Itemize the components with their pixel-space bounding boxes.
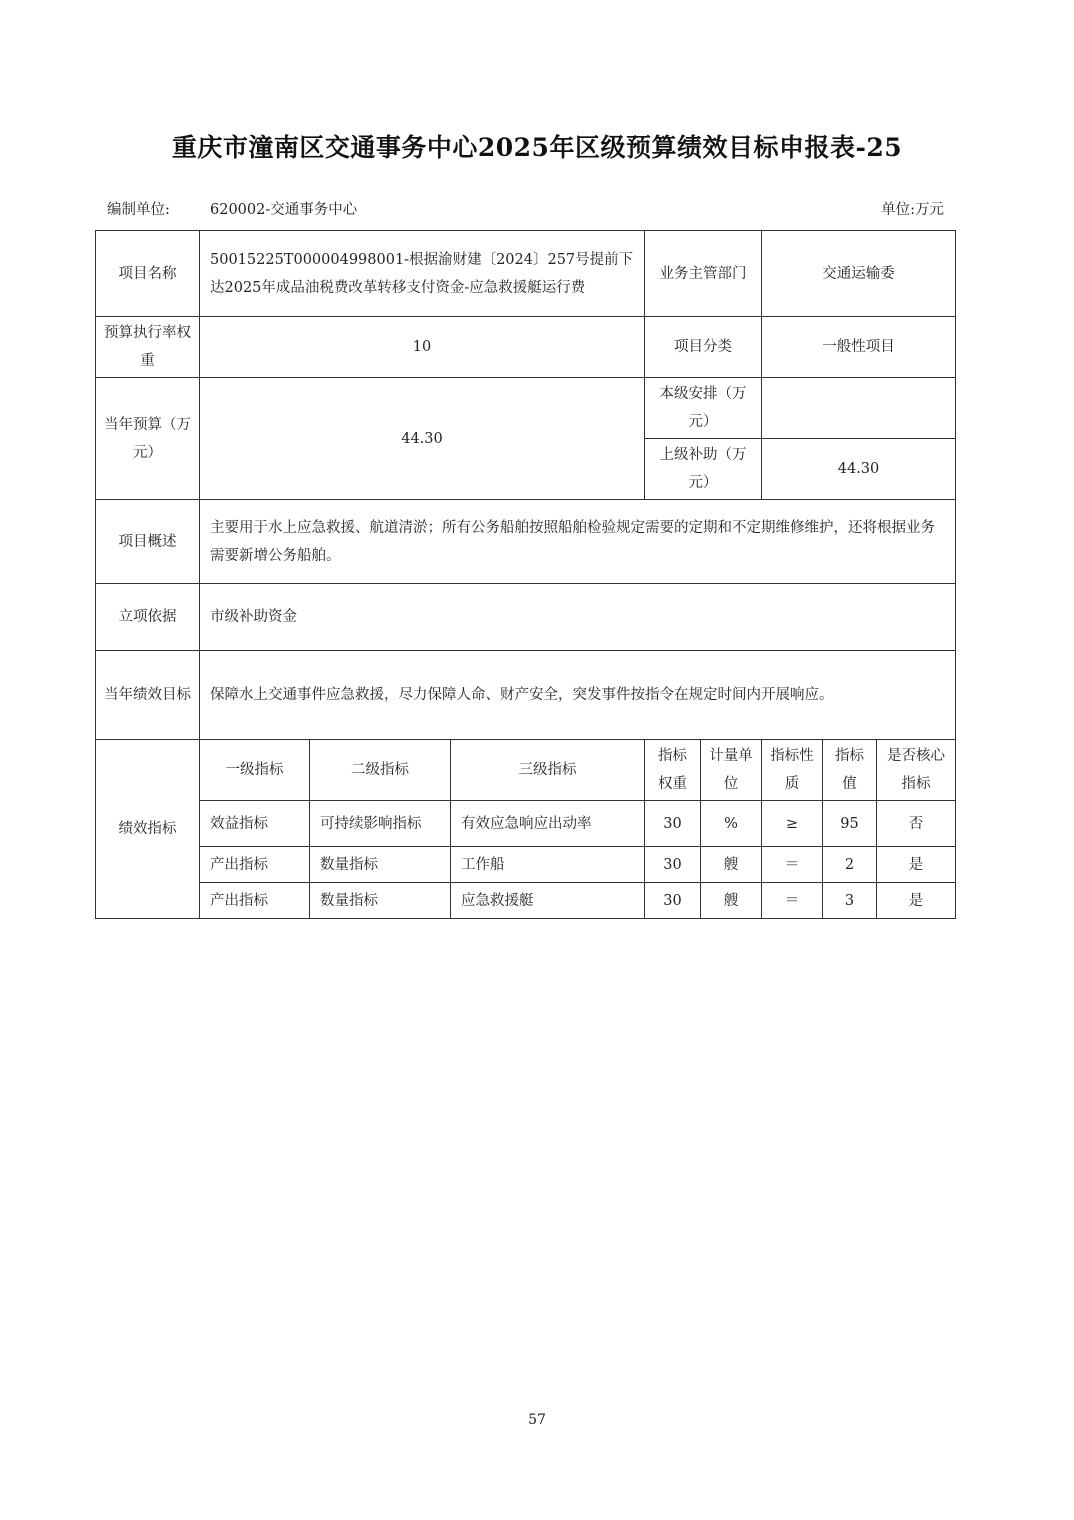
header-level3: 三级指标	[451, 740, 645, 801]
page-title: 重庆市潼南区交通事务中心2025年区级预算绩效目标申报表-25	[171, 133, 903, 162]
header-level2: 二级指标	[310, 740, 451, 801]
overview-label: 项目概述	[96, 500, 200, 584]
overview-value: 主要用于水上应急救援、航道清淤；所有公务船舶按照船舶检验规定需要的定期和不定期维修维护，还将根据业务需要新增公务船舶。	[200, 500, 956, 584]
project-name-value: 50015225T000004998001-根据渝财建〔2024〕257号提前下达2025年成品油税费改革转移支付资金-应急救援艇运行费	[200, 231, 645, 317]
basis-label: 立项依据	[96, 584, 200, 651]
indicator-nature: ＝	[762, 847, 823, 883]
indicator-weight: 30	[645, 847, 701, 883]
compiling-unit-value: 620002-交通事务中心	[210, 202, 358, 218]
indicator-weight: 30	[645, 801, 701, 847]
budget-value: 44.30	[200, 378, 645, 500]
indicator-level2: 数量指标	[310, 847, 451, 883]
table-row	[96, 231, 956, 317]
indicator-value: 2	[823, 847, 877, 883]
table-row	[96, 651, 956, 740]
local-value	[762, 378, 956, 439]
indicator-row	[96, 801, 956, 847]
indicator-weight: 30	[645, 883, 701, 919]
indicator-unit: %	[701, 801, 762, 847]
header-nature: 指标性质	[762, 740, 823, 801]
category-label: 项目分类	[645, 317, 762, 378]
indicator-level1: 产出指标	[200, 883, 310, 919]
compiling-unit-label: 编制单位:	[107, 202, 170, 218]
performance-target-table	[95, 230, 956, 919]
project-name-label: 项目名称	[96, 231, 200, 317]
local-label: 本级安排（万元）	[645, 378, 762, 439]
currency-unit: 单位:万元	[881, 202, 944, 218]
goal-value: 保障水上交通事件应急救援，尽力保障人命、财产安全，突发事件按指令在规定时间内开展响应。	[200, 651, 956, 740]
indicator-header-row	[96, 740, 956, 801]
indicator-value: 3	[823, 883, 877, 919]
indicator-row	[96, 883, 956, 919]
indicator-level3: 应急救援艇	[451, 883, 645, 919]
header-unit: 计量单位	[701, 740, 762, 801]
page-number: 57	[528, 1412, 546, 1428]
indicator-nature: ≥	[762, 801, 823, 847]
table-row	[96, 584, 956, 651]
indicator-level2: 数量指标	[310, 883, 451, 919]
exec-rate-label: 预算执行率权重	[96, 317, 200, 378]
table-row	[96, 500, 956, 584]
indicator-value: 95	[823, 801, 877, 847]
header-core: 是否核心指标	[877, 740, 956, 801]
supervisor-label: 业务主管部门	[645, 231, 762, 317]
budget-label: 当年预算（万元）	[96, 378, 200, 500]
category-value: 一般性项目	[762, 317, 956, 378]
superior-label: 上级补助（万元）	[645, 439, 762, 500]
indicator-level3: 有效应急响应出动率	[451, 801, 645, 847]
header-weight: 指标权重	[645, 740, 701, 801]
table-row	[96, 378, 956, 439]
table-row	[96, 317, 956, 378]
indicator-nature: ＝	[762, 883, 823, 919]
indicator-level2: 可持续影响指标	[310, 801, 451, 847]
indicator-level3: 工作船	[451, 847, 645, 883]
indicator-core: 否	[877, 801, 956, 847]
goal-label: 当年绩效目标	[96, 651, 200, 740]
indicator-unit: 艘	[701, 883, 762, 919]
basis-value: 市级补助资金	[200, 584, 956, 651]
indicators-label: 绩效指标	[96, 740, 200, 919]
indicator-level1: 效益指标	[200, 801, 310, 847]
header-value: 指标值	[823, 740, 877, 801]
indicator-row	[96, 847, 956, 883]
indicator-unit: 艘	[701, 847, 762, 883]
superior-value: 44.30	[762, 439, 956, 500]
exec-rate-value: 10	[200, 317, 645, 378]
indicator-level1: 产出指标	[200, 847, 310, 883]
header-level1: 一级指标	[200, 740, 310, 801]
indicator-core: 是	[877, 883, 956, 919]
supervisor-value: 交通运输委	[762, 231, 956, 317]
indicator-core: 是	[877, 847, 956, 883]
